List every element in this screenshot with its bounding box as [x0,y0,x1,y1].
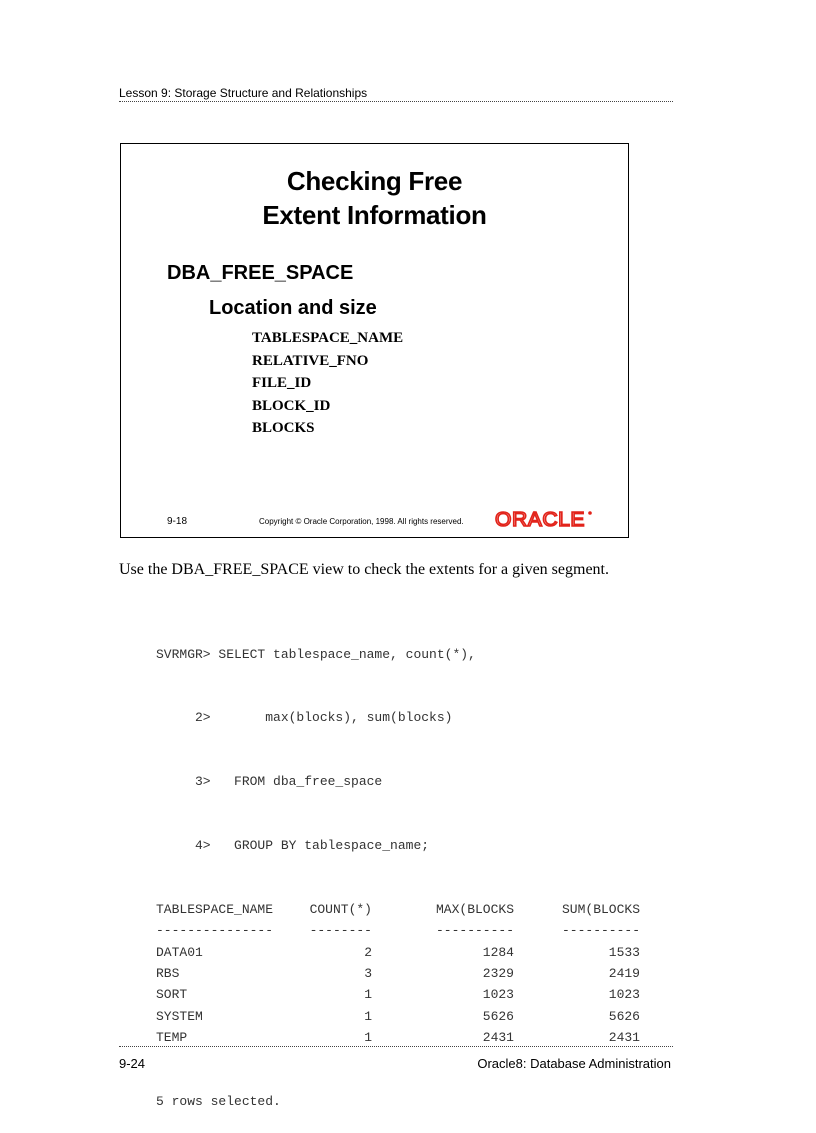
table-row [156,942,640,963]
book-title: Oracle8: Database Administration [477,1056,671,1071]
separator: ---------- [435,923,514,939]
copyright-notice: Copyright © Oracle Corporation, 1998. All rights reserved. [259,517,464,526]
separator: ---------- [561,923,640,939]
table-cell: 1284 [482,944,514,960]
separator: -------- [309,923,372,939]
slide-heading: DBA_FREE_SPACE [167,262,354,284]
table-cell: 1533 [608,944,640,960]
table-row [156,1006,640,1027]
table-cell: 5626 [482,1008,514,1024]
table-cell: 2431 [608,1029,640,1045]
column-item: RELATIVE_FNO [252,352,369,369]
slide-subheading: Location and size [209,297,377,319]
table-cell: 1 [364,1008,372,1024]
column-item: BLOCKS [252,420,315,436]
table-cell: 2419 [608,966,640,982]
table-cell: DATA01 [156,944,203,960]
slide-number: 9-18 [167,516,188,527]
code-line: 2> max(blocks), sum(blocks) [156,710,453,726]
table-row [156,984,640,1005]
column-header: TABLESPACE_NAME [156,902,274,918]
column-header: MAX(BLOCKS [435,902,514,918]
table-cell: 1 [364,1029,372,1045]
table-cell: 2 [364,944,372,960]
lesson-header: Lesson 9: Storage Structure and Relationships [119,86,368,100]
code-line: SVRMGR> SELECT tablespace_name, count(*), [156,646,476,662]
separator: --------------- [156,923,274,939]
separator-row [156,920,640,941]
page-number: 9-24 [119,1056,146,1071]
table-cell: SYSTEM [156,1008,203,1024]
table-cell: 1023 [608,987,640,1003]
table-header-row [156,899,640,920]
column-item: TABLESPACE_NAME [252,330,404,346]
description-text: Use the DBA_FREE_SPACE view to check the extents for a given segment. [119,561,609,578]
header-divider [119,101,673,102]
column-list [252,327,403,440]
svg-text:ORACLE: ORACLE [495,509,585,530]
slide-title-line-1: Checking Free [286,166,463,196]
table-cell: 1 [364,987,372,1003]
column-item: FILE_ID [252,375,312,391]
table-cell: SORT [156,987,188,1003]
code-line: 3> FROM dba_free_space [156,774,383,790]
table-cell: 2329 [482,966,514,982]
table-cell: 2431 [482,1029,514,1045]
footer-divider [119,1046,673,1047]
slide-frame [120,143,629,538]
oracle-logo [495,508,595,530]
table-cell: RBS [156,966,180,982]
column-header: COUNT(*) [309,902,372,918]
table-cell: 1023 [482,987,514,1003]
table-cell: 3 [364,966,372,982]
table-row [156,963,640,984]
code-line: 4> GROUP BY tablespace_name; [156,838,430,854]
result-message: 5 rows selected. [156,1093,281,1109]
slide-title-line-2: Extent Information [262,200,487,230]
table-cell: 5626 [608,1008,640,1024]
slide-title [121,164,628,232]
column-header: SUM(BLOCKS [561,902,640,918]
results-table [156,899,640,1048]
table-cell: TEMP [156,1029,188,1045]
column-item: BLOCK_ID [252,397,331,414]
code-sample [156,601,656,1133]
